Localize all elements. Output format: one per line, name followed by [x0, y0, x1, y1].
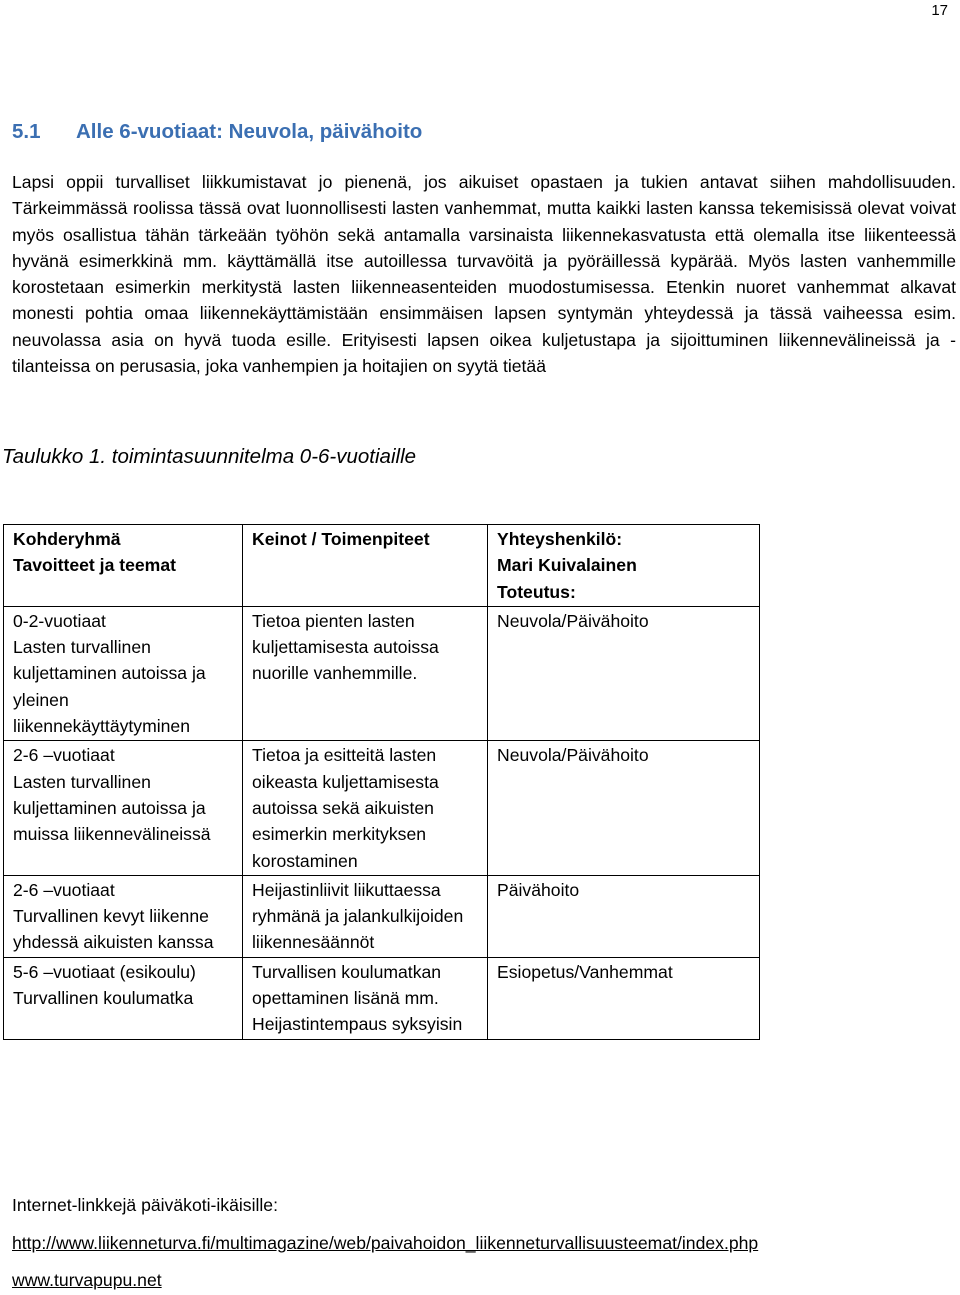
age-group: 2-6 –vuotiaat: [13, 879, 115, 900]
goal-text: Lasten turvallinen kuljettaminen autoissa ja yleinen liikennekäyttäytyminen: [13, 637, 206, 737]
page-number: 17: [931, 2, 948, 19]
implementer-cell: Esiopetus/Vanhemmat: [488, 957, 760, 1039]
section-number: 5.1: [12, 120, 41, 143]
header-goals-label: Tavoitteet ja teemat: [13, 555, 176, 576]
turvapupu-link[interactable]: www.turvapupu.net: [12, 1270, 162, 1290]
age-group: 0-2-vuotiaat: [13, 610, 106, 631]
implementer-cell: Neuvola/Päivähoito: [488, 606, 760, 740]
header-implementation-label: Toteutus:: [497, 581, 576, 602]
header-target-group: [4, 525, 243, 607]
table-header-row: [4, 525, 760, 607]
section-heading: [12, 119, 422, 145]
table-caption: Taulukko 1. toimintasuunnitelma 0-6-vuotiaille: [2, 445, 417, 468]
goal-text: Lasten turvallinen kuljettaminen autoissa ja muissa liikennevälineissä: [13, 771, 211, 845]
implementer-cell: Päivähoito: [488, 875, 760, 957]
target-group-cell: [4, 957, 243, 1039]
measures-cell: Heijastinliivit liikuttaessa ryhmänä ja jalankulkijoiden liikennesäännöt: [243, 875, 488, 957]
table-row: [4, 875, 760, 957]
table-row: [4, 606, 760, 740]
liikenneturva-link[interactable]: http://www.liikenneturva.fi/multimagazine/web/paivahoidon_liikenneturvallisuusteemat/index.php: [12, 1233, 759, 1253]
age-group: 2-6 –vuotiaat: [13, 745, 115, 766]
goal-text: Turvallinen koulumatka: [13, 988, 194, 1009]
header-measures: [243, 525, 488, 607]
action-plan-table: [3, 524, 760, 1040]
measures-cell: Tietoa ja esitteitä lasten oikeasta kuljettamisesta autoissa sekä aikuisten esimerkin merkityksen korostaminen: [243, 741, 488, 875]
measures-cell: Turvallisen koulumatkan opettaminen lisänä mm. Heijastintempaus syksyisin: [243, 957, 488, 1039]
target-group-cell: [4, 741, 243, 875]
table-row: [4, 741, 760, 875]
implementer-cell: Neuvola/Päivähoito: [488, 741, 760, 875]
intro-paragraph: Lapsi oppii turvalliset liikkumistavat jo pienenä, jos aikuiset opastaen ja tukien antavat siihen mahdollisuuden. Tärkeimmässä roolissa tässä ovat luonnollisesti lasten vanhemmat, mutta kaikki lasten kanssa tekemisissä olevat voivat myös osallistua tähän tärkeään työhön sekä antamalla varsinaista liikennekasvatusta että olemalla itse liikenteessä hyvänä esimerkkinä mm. käyttämällä itse autoillessa turvavöitä ja pyöräillessä kypärää. Myös lasten vanhemmille korostetaan esimerkin merkitystä lasten liikenneasenteiden muodostumisessa. Etenkin nuoret vanhemmat alkavat monesti pohtia omaa liikennekäyttämistään ensimmäisen lapsen syntymän yhteydessä ja tässä vaiheessa esim. neuvolassa asia on hyvä tuoda esille. Erityisesti lapsen oikea kuljetustapa ja sijoittuminen liikennevälineissä ja -tilanteissa on perusasia, joka vanhempien ja hoitajien on syytä tietää: [12, 172, 956, 377]
section-title: Alle 6-vuotiaat: Neuvola, päivähoito: [76, 120, 423, 143]
links-heading: Internet-linkkejä päiväkoti-ikäisille:: [12, 1195, 278, 1215]
header-contact-label: Yhteyshenkilö:: [497, 529, 623, 549]
target-group-cell: [4, 606, 243, 740]
header-contact-name: Mari Kuivalainen: [497, 555, 637, 576]
target-group-cell: [4, 875, 243, 957]
header-contact: [488, 525, 760, 607]
goal-text: Turvallinen kevyt liikenne yhdessä aikuisten kanssa: [13, 906, 214, 953]
age-group: 5-6 –vuotiaat (esikoulu): [13, 961, 196, 982]
header-target-label: Kohderyhmä: [13, 529, 121, 549]
header-measures-label: Keinot / Toimenpiteet: [252, 529, 430, 549]
table-row: [4, 957, 760, 1039]
measures-cell: Tietoa pienten lasten kuljettamisesta autoissa nuorille vanhemmille.: [243, 606, 488, 740]
